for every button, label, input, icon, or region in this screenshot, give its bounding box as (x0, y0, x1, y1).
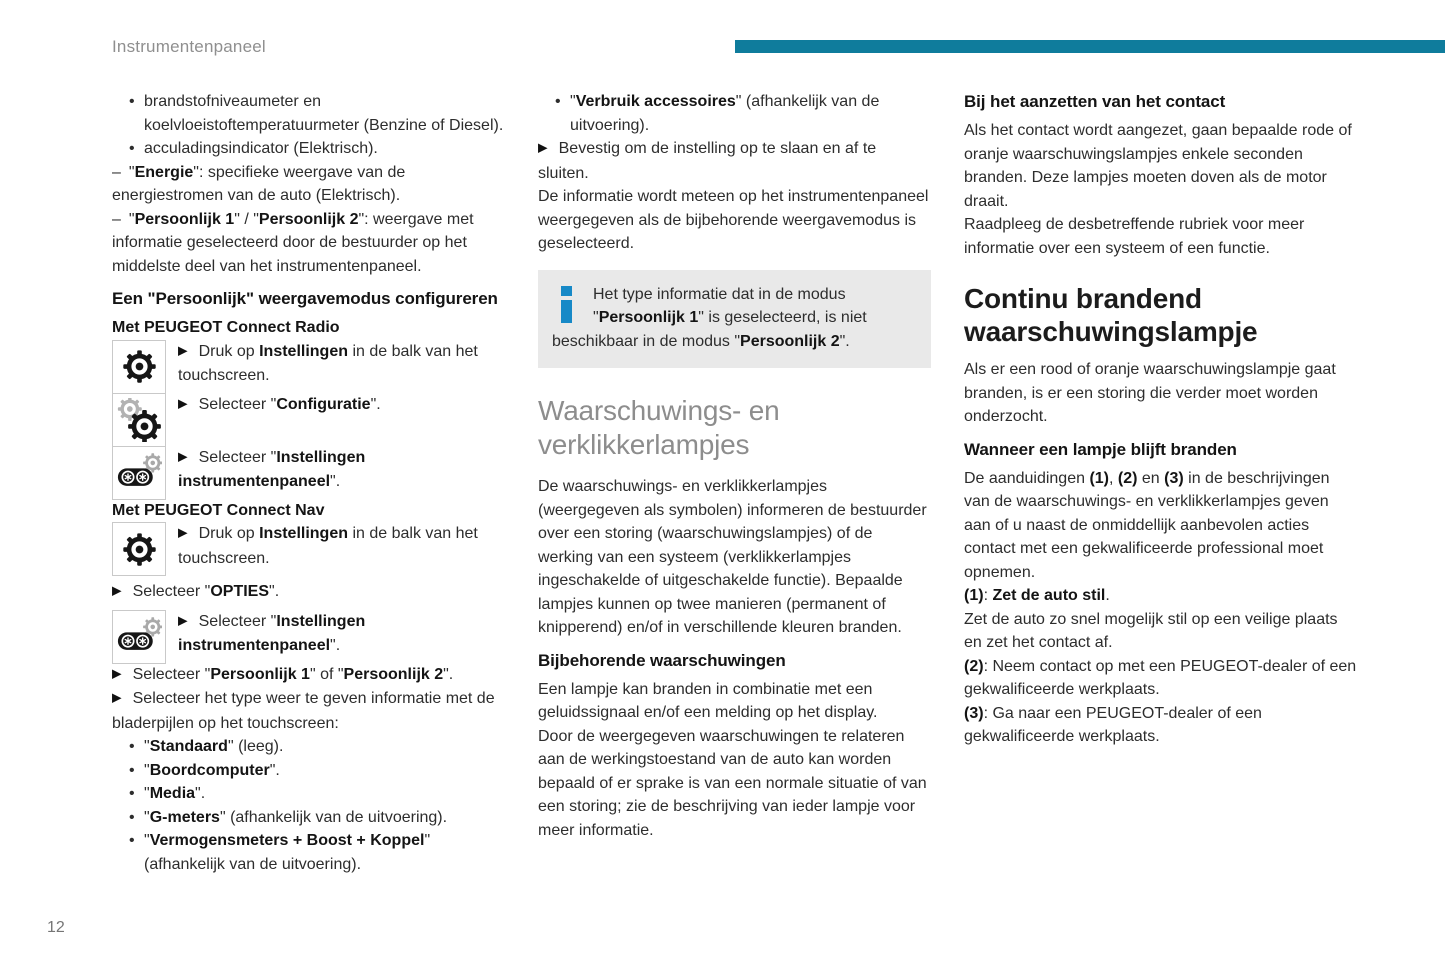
icon-step-row (112, 340, 505, 393)
bullet-icon: • (129, 832, 135, 849)
text-bold: Boordcomputer (149, 761, 270, 779)
sub-heading (964, 438, 1357, 461)
paragraph (964, 119, 1357, 213)
dash-icon: – (112, 163, 121, 181)
icon-step-row (112, 446, 505, 499)
list-item (112, 90, 505, 137)
text-bold: Persoonlijk 1 (210, 665, 310, 683)
text: De aanduidingen (964, 469, 1090, 487)
text: " (afhankelijk van de uitvoering). (144, 832, 431, 873)
text: Bij het aanzetten van het contact (964, 92, 1226, 111)
paragraph (538, 725, 931, 843)
icon-step-row (112, 610, 505, 663)
column-3 (964, 90, 1357, 876)
text-bold: (3) (1164, 469, 1184, 487)
text: : Neem contact op met een PEUGEOT-dealer of een gekwalificeerde werkplaats. (964, 657, 1357, 698)
text-bold: Standaard (149, 738, 228, 755)
section-heading (964, 282, 1357, 348)
paragraph (964, 213, 1357, 260)
text: " (144, 738, 150, 755)
sub-heading (112, 499, 505, 523)
list-item (112, 806, 505, 830)
paragraph (964, 358, 1357, 429)
step-item (112, 580, 505, 605)
text: " (144, 785, 150, 802)
text-bold: Verbruik accessoires (575, 93, 736, 110)
arrow-bullet-icon: ▶ (112, 583, 122, 598)
text-bold: G-meters (149, 808, 220, 826)
list-item (112, 208, 505, 279)
text: Selecteer " (132, 665, 211, 683)
list-item (112, 137, 505, 161)
text-bold: Instellingen instrumentenpaneel (178, 448, 366, 490)
text: acculadingsindicator (Elektrisch). (144, 140, 378, 157)
text: De informatie wordt meteen op het instrumentenpaneel weergegeven als de bijbehorende weergavemodus is geselecteerd. (538, 188, 929, 252)
text: Selecteer " (198, 448, 277, 466)
text-bold: (1) (1089, 469, 1109, 487)
step-item (538, 137, 931, 185)
step-item (166, 393, 381, 418)
column-2 (538, 90, 931, 876)
list-item (112, 829, 505, 876)
text: Een lampje kan branden in combinatie met een geluidssignaal en/of een melding op het display. (538, 680, 878, 721)
text: in de beschrijvingen van de waarschuwings- en verklikkerlampjes geven aan of u naast de onmiddellijk aanbevolen acties contact met een gekwalificeerde professional moet opnemen. (964, 469, 1330, 581)
text: ": specifieke weergave van de energiestromen van de auto (Elektrisch). (112, 163, 406, 204)
text: Het type informatie dat in de modus " (593, 285, 846, 326)
page-content (112, 90, 1357, 876)
arrow-bullet-icon: ▶ (178, 396, 188, 410)
text-bold: (3) (964, 704, 984, 722)
arrow-bullet-icon: ▶ (178, 525, 188, 540)
list-item (112, 759, 505, 783)
arrow-bullet-icon: ▶ (112, 666, 122, 680)
text: Selecteer " (132, 583, 211, 600)
text: Selecteer " (198, 612, 277, 630)
text-bold: Persoonlijk 1 (134, 210, 235, 228)
step-item (112, 687, 505, 735)
text: Wanneer een lampje blijft branden (964, 439, 1237, 459)
text: " (144, 808, 150, 826)
text: De waarschuwings- en verklikkerlampjes (weergegeven als symbolen) informeren de bestuurder over een storing (waarschuwingslampjes) of de werking van een systeem (verklikkerlampjes ingeschakelde of uitgeschakelde functie). Bepaalde lampjes kunnen op twee manieren (permanent of knipperend) en/of in verschillende kleuren branden. (538, 478, 927, 636)
text-bold: Instellingen (259, 342, 348, 360)
text: Als het contact wordt aangezet, gaan bepaalde rode of oranje waarschuwingslampjes enkele seconden branden. Deze lampjes moeten doven als de motor draait. (964, 122, 1352, 210)
paragraph (964, 702, 1357, 749)
text: Raadpleeg de desbetreffende rubriek voor meer informatie over een systeem of een functie. (964, 216, 1305, 257)
text-bold: Persoonlijk 2 (258, 210, 359, 228)
text-bold: Vermogensmeters + Boost + Koppel (149, 832, 425, 849)
paragraph (964, 584, 1357, 608)
page-number: 12 (47, 919, 65, 936)
text: " (570, 93, 576, 110)
text: Druk op (198, 342, 260, 360)
gear-icon (112, 522, 166, 576)
text-bold: Instellingen instrumentenpaneel (178, 612, 366, 654)
text-bold: (2) (1117, 469, 1138, 487)
text: " / " (234, 210, 259, 228)
paragraph (538, 678, 931, 725)
step-item (166, 610, 505, 658)
text: ". (443, 665, 454, 683)
step-item (166, 446, 505, 494)
icon-step-row (112, 393, 505, 446)
text: Bijbehorende waarschuwingen (538, 650, 786, 670)
bullet-icon: • (129, 93, 135, 110)
text: " (144, 761, 150, 779)
text: Bevestig om de instelling op te slaan en af te sluiten. (538, 140, 877, 182)
text: ". (269, 761, 280, 779)
header-accent-bar (735, 40, 1445, 53)
page-header-title: Instrumentenpaneel (112, 37, 266, 56)
bullet-icon: • (129, 761, 135, 779)
text-bold: (2) (964, 657, 984, 675)
text: : (983, 587, 993, 604)
paragraph (964, 608, 1357, 655)
text: " (128, 210, 135, 228)
icon-step-row (112, 522, 505, 575)
text: " (128, 163, 135, 181)
text: " of " (309, 665, 344, 683)
text-bold: Instellingen (259, 525, 348, 542)
list-item (112, 735, 505, 759)
text: Door de weergegeven waarschuwingen te relateren aan de werkingstoestand van de auto kan worden bepaald of er sprake is van een normale situatie of van een storing; zie de beschrijving van ieder lampje voor meer informatie. (538, 727, 927, 839)
text-bold: Persoonlijk 2 (343, 665, 444, 683)
text: " is geselecteerd, is niet beschikbaar in de modus " (552, 309, 867, 350)
text: , (1109, 469, 1118, 487)
bullet-icon: • (129, 738, 135, 755)
text: Selecteer het type weer te geven informatie met de bladerpijlen op het touchscreen: (112, 690, 495, 732)
paragraph (538, 185, 931, 256)
arrow-bullet-icon: ▶ (178, 449, 188, 463)
sub-heading (964, 90, 1357, 113)
arrow-bullet-icon: ▶ (112, 690, 122, 705)
list-item (538, 90, 931, 137)
text: ". (330, 473, 341, 490)
list-item (112, 782, 505, 806)
dash-icon: – (112, 210, 121, 228)
column-1 (112, 90, 505, 876)
bullet-icon: • (129, 808, 135, 826)
text: en (1137, 469, 1165, 487)
arrow-bullet-icon: ▶ (178, 613, 188, 627)
sub-heading (112, 316, 505, 340)
text-bold: Media (149, 785, 196, 802)
text: Selecteer " (198, 395, 277, 413)
text: " (leeg). (227, 738, 284, 755)
text: Met PEUGEOT Connect Radio (112, 319, 340, 336)
cluster-settings-icon (112, 610, 166, 664)
text: ". (195, 785, 206, 802)
text: : Ga naar een PEUGEOT-dealer of een gekwalificeerde werkplaats. (964, 704, 1262, 745)
text: . (1105, 587, 1110, 604)
bullet-icon: • (555, 93, 561, 110)
text: brandstofniveaumeter en koelvloeistoftemperatuurmeter (Benzine of Diesel). (144, 93, 504, 134)
list-item (112, 161, 505, 208)
text: in de balk van het touchscreen. (178, 525, 478, 567)
text: Met PEUGEOT Connect Nav (112, 501, 325, 519)
text: in de balk van het touchscreen. (178, 342, 478, 384)
text: ". (370, 395, 381, 413)
text: Een "Persoonlijk" weergavemodus configureren (112, 289, 498, 308)
text: ": weergave met informatie geselecteerd door de bestuurder op het middelste deel van het instrumentenpaneel. (112, 210, 474, 275)
info-icon (561, 286, 572, 323)
text-bold: OPTIES (210, 583, 270, 600)
info-box (538, 270, 931, 369)
text: ". (839, 332, 850, 350)
text: ". (269, 583, 280, 600)
cluster-settings-icon (112, 446, 166, 500)
text-bold: Energie (134, 163, 194, 181)
text-bold: Persoonlijk 2 (740, 332, 840, 350)
text-bold: Zet de auto stil (992, 587, 1106, 604)
text-bold: Persoonlijk 1 (598, 309, 699, 326)
text: Als er een rood of oranje waarschuwingslampje gaat branden, is er een storing die verder moet worden onderzocht. (964, 361, 1336, 425)
paragraph (964, 655, 1357, 702)
step-item (112, 663, 505, 688)
arrow-bullet-icon: ▶ (538, 140, 548, 155)
bullet-icon: • (129, 140, 135, 157)
step-item (166, 522, 505, 570)
sub-heading (538, 649, 931, 672)
text: " (144, 832, 150, 849)
section-heading (538, 394, 931, 462)
text: Druk op (198, 525, 260, 542)
gears-icon (112, 393, 166, 447)
text: ". (330, 637, 341, 654)
bullet-icon: • (129, 785, 135, 802)
paragraph (964, 467, 1357, 585)
text-bold: Configuratie (276, 395, 371, 413)
arrow-bullet-icon: ▶ (178, 343, 188, 357)
paragraph (538, 475, 931, 640)
step-item (166, 340, 505, 388)
sub-heading (112, 287, 505, 310)
gear-icon (112, 340, 166, 394)
text: " (afhankelijk van de uitvoering). (219, 808, 448, 826)
text: Zet de auto zo snel mogelijk stil op een veilige plaats en zet het contact af. (964, 610, 1338, 651)
text: " (afhankelijk van de uitvoering). (570, 93, 880, 134)
text-bold: (1) (964, 587, 984, 604)
text: Waarschuwings- en verklikkerlampjes (538, 395, 780, 460)
text: Continu brandend waarschuwingslampje (964, 283, 1258, 347)
